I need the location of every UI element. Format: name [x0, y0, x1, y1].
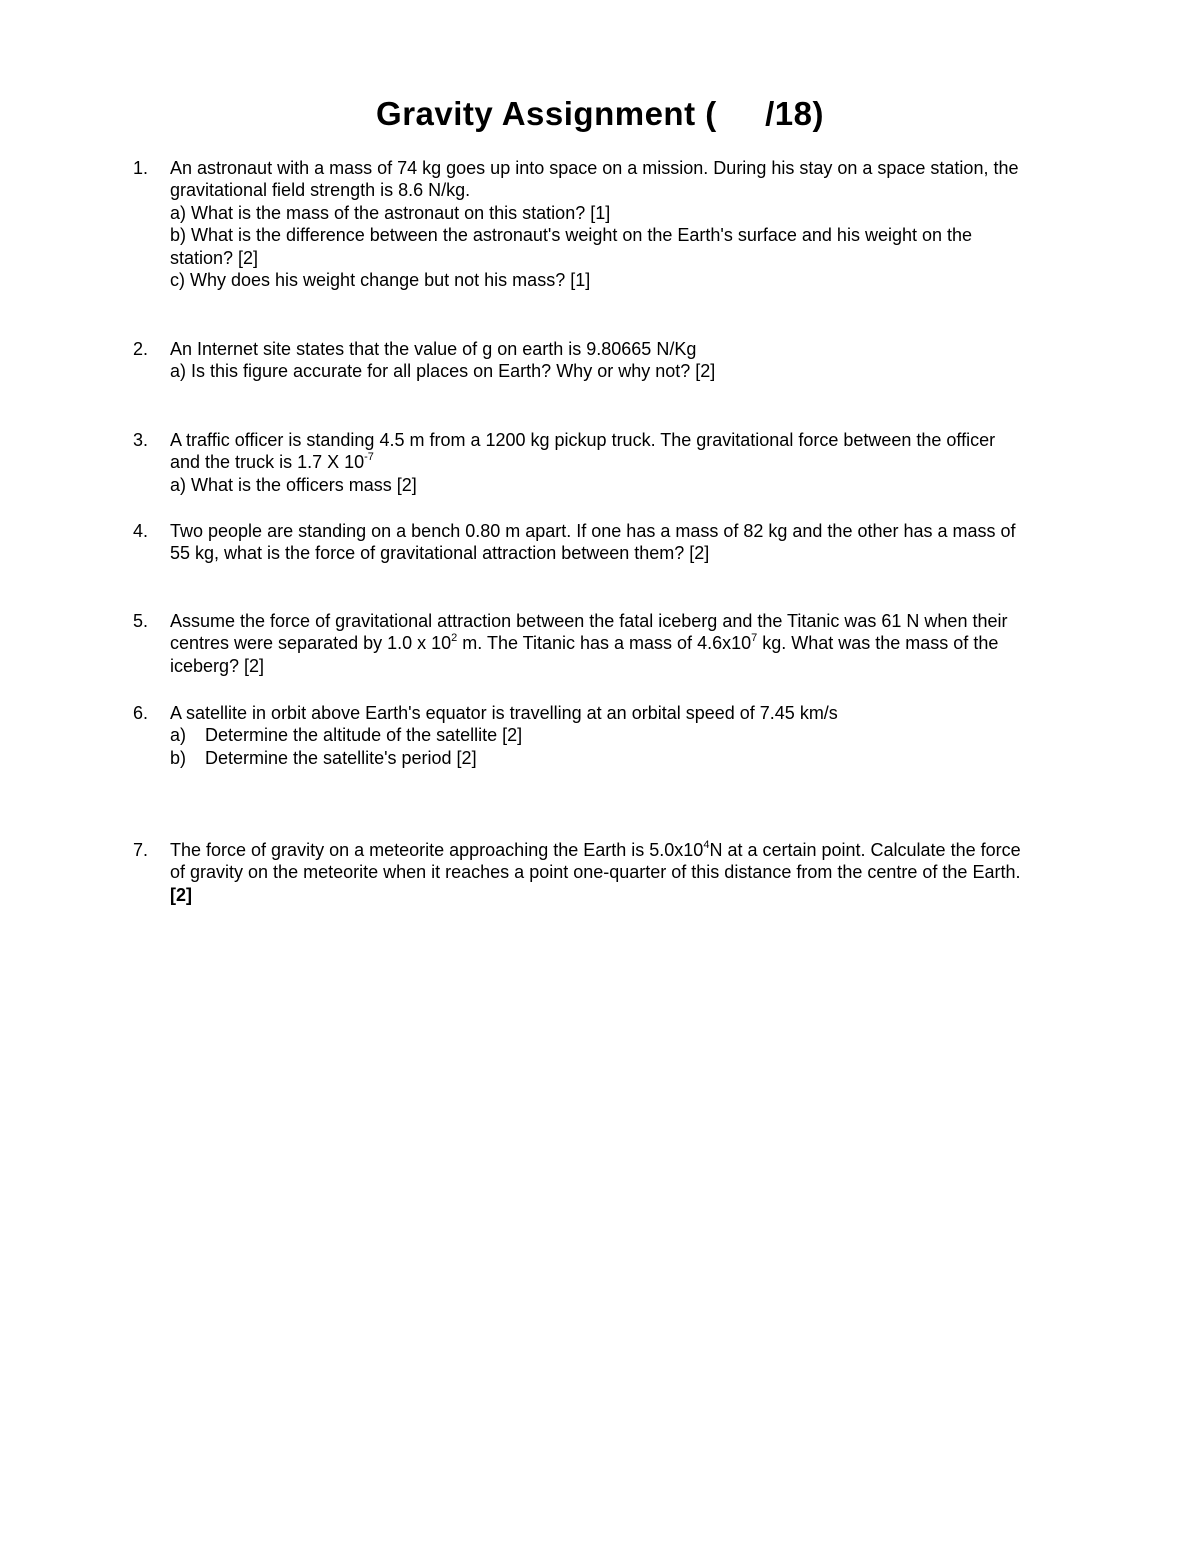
question-part-c: c) Why does his weight change but not his mass? [1]: [170, 270, 591, 291]
question-text-line: [170, 839, 1123, 861]
question-number: 7.: [133, 840, 149, 860]
question-text: of gravity on the meteorite when it reaches a point one-quarter of this distance from the centre of the Earth.: [170, 862, 1021, 883]
question-text: Assume the force of gravitational attraction between the fatal iceberg and the Titanic was 61 N when their: [170, 611, 1008, 631]
question-4: [133, 520, 1123, 565]
question-text: and the truck is 1.7 X 10: [170, 452, 365, 473]
question-body: [170, 429, 1123, 496]
page-title: Gravity Assignment ( /18): [376, 95, 824, 132]
question-number: 5.: [133, 611, 149, 631]
question-number: 3.: [133, 430, 149, 450]
question-text: centres were separated by 1.0 x 10: [170, 633, 452, 654]
question-body: [170, 610, 1123, 677]
question-number: 1.: [133, 158, 149, 178]
exponent: 2: [451, 632, 458, 645]
question-text: A satellite in orbit above Earth's equator is travelling at an orbital speed of 7.45 km/s: [170, 703, 838, 723]
question-5: [133, 610, 1123, 677]
question-text: iceberg? [2]: [170, 655, 265, 676]
question-text: An Internet site states that the value of g on earth is 9.80665 N/Kg: [170, 339, 697, 359]
question-text-line: [170, 632, 1123, 654]
question-part-b-cont: station? [2]: [170, 247, 259, 268]
part-text: Determine the satellite's period [2]: [205, 747, 477, 768]
question-text: 55 kg, what is the force of gravitational attraction between them? [2]: [170, 543, 710, 564]
question-body: [170, 157, 1123, 291]
question-text: m. The Titanic has a mass of 4.6x10: [457, 633, 752, 654]
question-text: gravitational field strength is 8.6 N/kg.: [170, 180, 471, 201]
question-body: [170, 520, 1123, 565]
question-part-a: a) Is this figure accurate for all places on Earth? Why or why not? [2]: [170, 361, 716, 382]
exponent: 7: [751, 632, 758, 645]
exponent: -7: [364, 451, 374, 464]
question-7: [133, 839, 1123, 906]
question-text: N at a certain point. Calculate the force: [709, 840, 1021, 860]
question-part-a: a) What is the mass of the astronaut on this station? [1]: [170, 202, 611, 223]
question-text: A traffic officer is standing 4.5 m from a 1200 kg pickup truck. The gravitational force between the officer: [170, 430, 996, 450]
question-text: kg. What was the mass of the: [757, 633, 999, 654]
question-part-a: a) What is the officers mass [2]: [170, 474, 417, 495]
question-body: [170, 702, 1123, 769]
question-1: [133, 157, 1123, 291]
part-label: b): [170, 747, 187, 768]
question-text: Two people are standing on a bench 0.80 m apart. If one has a mass of 82 kg and the other has a mass of: [170, 521, 1016, 541]
question-number: 4.: [133, 521, 149, 541]
question-body: [170, 338, 1123, 383]
part-label: a): [170, 725, 187, 746]
question-part-b: b) What is the difference between the astronaut's weight on the Earth's surface and his weight on the: [170, 225, 973, 246]
question-text: The force of gravity on a meteorite approaching the Earth is 5.0x10: [170, 840, 704, 860]
question-part-b: [170, 747, 1123, 769]
question-part-a: [170, 724, 1123, 746]
question-number: 2.: [133, 339, 149, 359]
question-3: [133, 429, 1123, 496]
part-text: Determine the altitude of the satellite [2]: [205, 725, 523, 746]
question-2: [133, 338, 1123, 383]
question-number: 6.: [133, 703, 149, 723]
question-marks: [2]: [170, 884, 192, 905]
question-text: An astronaut with a mass of 74 kg goes up into space on a mission. During his stay on a space station, the: [170, 158, 1019, 178]
exponent: 4: [703, 839, 710, 851]
question-text-line: [170, 451, 1123, 473]
question-6: [133, 702, 1123, 769]
question-body: [170, 839, 1123, 906]
